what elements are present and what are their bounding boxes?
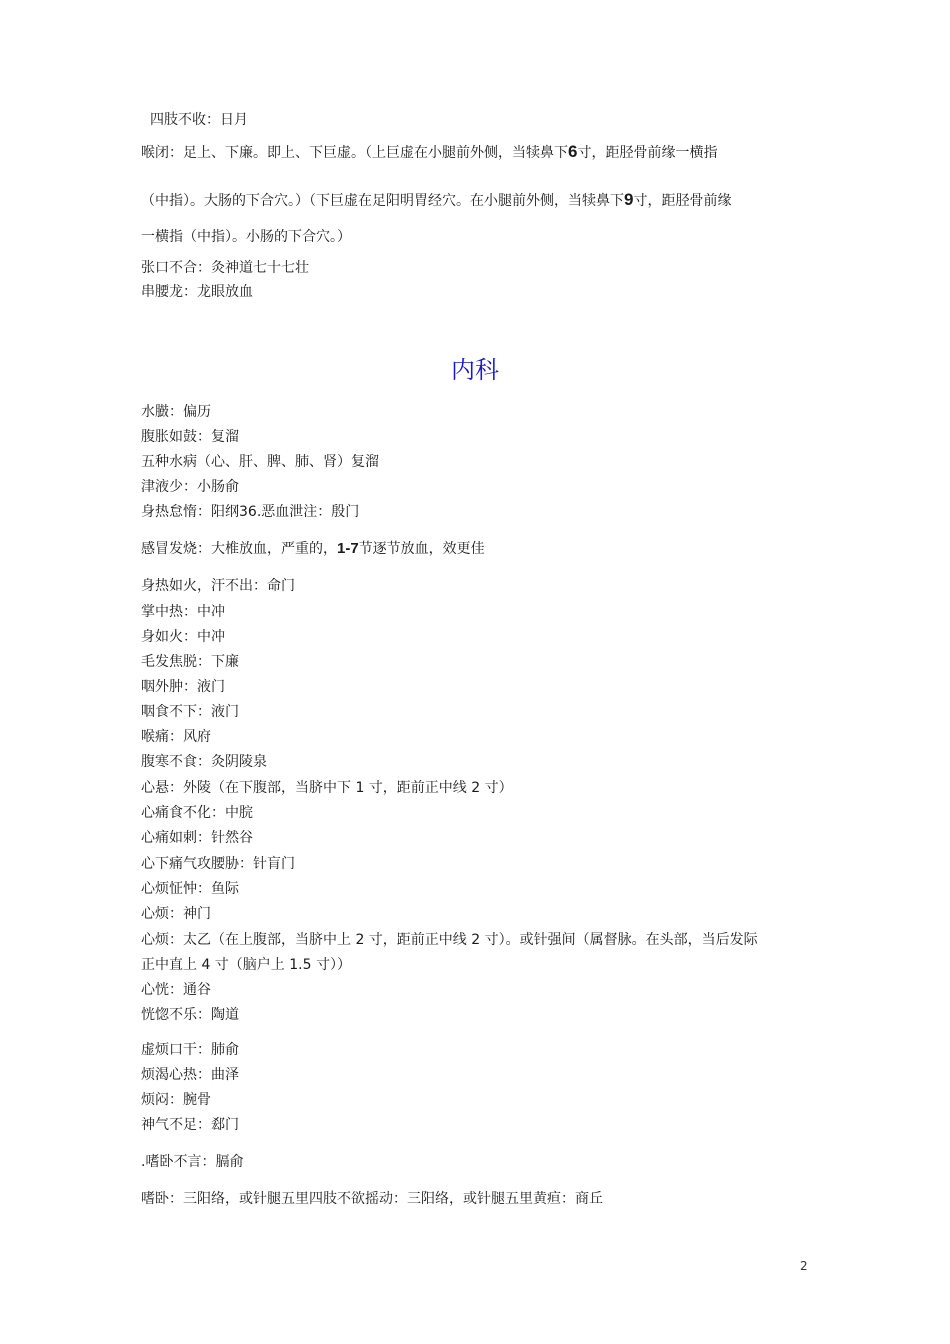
page-number: 2 — [800, 1259, 808, 1273]
entry-line — [141, 540, 485, 558]
entry-line: 心悬：外陵（在下腹部，当脐中下 1 寸，距前正中线 2 寸） — [141, 780, 513, 796]
entry-line: 正中直上 4 寸（脑户上 1.5 寸）） — [141, 957, 351, 973]
entry-line: 咽食不下：液门 — [141, 704, 239, 720]
entry-line: 心痛食不化：中脘 — [141, 805, 253, 821]
entry-line: 腹寒不食：灸阴陵泉 — [141, 754, 267, 770]
entry-line: 腹胀如鼓：复溜 — [141, 429, 239, 445]
entry-line: 咽外肿：液门 — [141, 679, 225, 695]
number-span: 6 — [568, 142, 578, 161]
entry-line: 津液少：小肠俞 — [141, 479, 239, 495]
entry-line: 心烦怔忡：鱼际 — [141, 881, 239, 897]
entry-line: 心烦：太乙（在上腹部，当脐中上 2 寸，距前正中线 2 寸）。或针强间（属督脉。在头部，当后发际 — [141, 932, 758, 948]
text-span: 寸，距胫骨前缘 — [633, 193, 732, 209]
entry-line: 身热怠惰：阳纲36.恶血泄注：殷门 — [141, 504, 360, 520]
text-line: 串腰龙：龙眼放血 — [141, 284, 253, 300]
entry-line: 身热如火，汗不出：命门 — [141, 578, 295, 594]
entry-line: 神气不足：郄门 — [141, 1117, 239, 1133]
entry-line: 水臌：偏历 — [141, 404, 211, 420]
text-span: 寸，距胫骨前缘一横指 — [577, 145, 718, 161]
number-span: 1-7 — [337, 540, 359, 557]
text-span: 节逐节放血，效更佳 — [358, 541, 485, 557]
text-line — [141, 143, 717, 162]
entry-line: 身如火：中冲 — [141, 629, 225, 645]
entry-line: 恍惚不乐：陶道 — [141, 1007, 239, 1023]
entry-line: 虚烦口干：肺俞 — [141, 1042, 239, 1058]
number-span: 9 — [624, 190, 634, 209]
entry-line: 毛发焦脱：下廉 — [141, 654, 239, 670]
entry-line: 心烦：神门 — [141, 906, 211, 922]
text-span: 喉闭：足上、下廉。即上、下巨虚。（上巨虚在小腿前外侧，当犊鼻下 — [141, 145, 568, 161]
entry-line: 烦闷：腕骨 — [141, 1092, 211, 1108]
entry-line: 五种水病（心、肝、脾、肺、肾）复溜 — [141, 454, 379, 470]
text-span: （中指）。大肠的下合穴。）（下巨虚在足阳明胃经穴。在小腿前外侧，当犊鼻下 — [141, 193, 624, 209]
entry-line: 心恍：通谷 — [141, 982, 211, 998]
entry-line: 喉痛：风府 — [141, 729, 211, 745]
entry-line: 嗜卧：三阳络，或针腿五里四肢不欲摇动：三阳络，或针腿五里黄疸：商丘 — [141, 1191, 603, 1207]
text-line: 四肢不收：日月 — [150, 112, 248, 128]
text-line: 张口不合：灸神道七十七壮 — [141, 260, 309, 276]
entry-line: 掌中热：中冲 — [141, 604, 225, 620]
entry-line: .嗜卧不言：膈俞 — [141, 1154, 244, 1170]
entry-line: 心下痛气攻腰胁：针肓门 — [141, 856, 295, 872]
entry-line: 烦渴心热：曲泽 — [141, 1067, 239, 1083]
section-heading: 内科 — [451, 356, 499, 384]
text-line: 一横指（中指）。小肠的下合穴。） — [141, 229, 351, 245]
text-span: 感冒发烧：大椎放血，严重的， — [141, 541, 337, 557]
entry-line: 心痛如刺：针然谷 — [141, 830, 253, 846]
text-line — [141, 191, 731, 210]
